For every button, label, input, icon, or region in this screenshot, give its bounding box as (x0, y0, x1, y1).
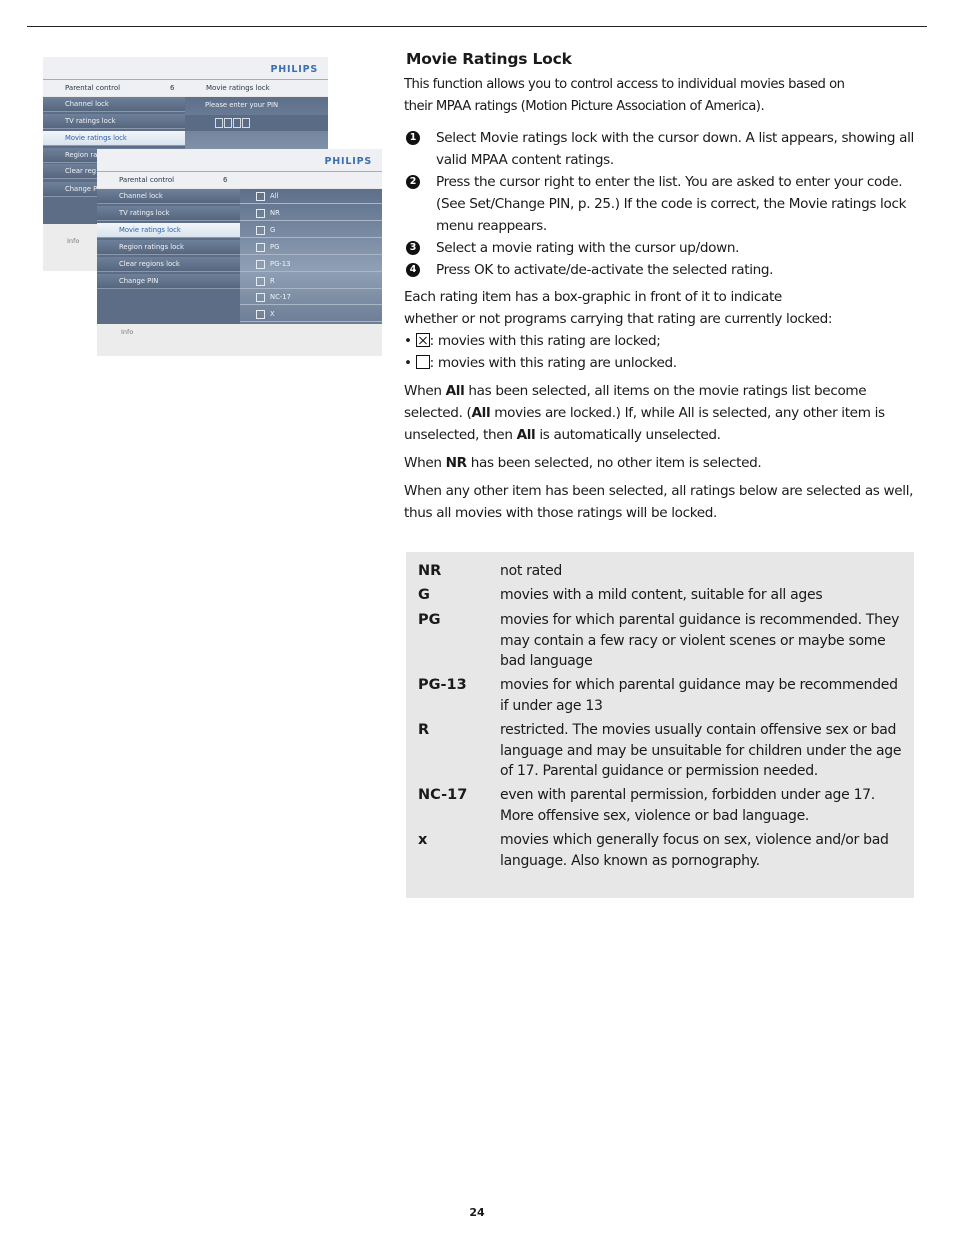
option-pg-13[interactable]: PG-13 (240, 257, 382, 272)
tv-breadcrumb: Parental control 6 (97, 172, 382, 188)
step-number-2-icon: 2 (406, 175, 420, 189)
nr-paragraph: When NR has been selected, no other item is selected. (404, 455, 762, 471)
philips-logo: PHILIPS (270, 64, 318, 75)
menu-item-clear-regions-lock[interactable]: Clear reg (43, 164, 185, 179)
step-number-4-icon: 4 (406, 263, 420, 277)
option-x[interactable]: X (240, 307, 382, 322)
intro-paragraph: This function allows you to control access to individual movies based on their MPAA ratings (Motion Picture Association of America). (404, 77, 845, 114)
menu-item-region-ratings-lock[interactable]: Region ratings lock (97, 240, 240, 255)
page-number: 24 (469, 1206, 485, 1219)
option-r[interactable]: R (240, 274, 382, 289)
menu-item-tv-ratings-lock[interactable]: TV ratings lock (43, 114, 185, 129)
tv-footer (97, 324, 382, 356)
steps-list (406, 127, 918, 281)
step-number-3-icon: 3 (406, 241, 420, 255)
unlocked-legend: • : movies with this rating are unlocked. (404, 355, 677, 371)
all-paragraph: When All has been selected, all items on the movie ratings list become selected. (All movies are locked.) If, while All is selected, any other item is unselected, then All is automatically unselected. (404, 383, 885, 443)
menu-item-clear-regions-lock[interactable]: Clear regions lock (97, 257, 240, 272)
section-title: Movie Ratings Lock (406, 50, 572, 68)
step-item: 3 Select a movie rating with the cursor up/down. (406, 237, 918, 259)
empty-box-icon (416, 355, 430, 369)
checkbox-icon (256, 192, 265, 201)
option-all[interactable]: All (240, 189, 382, 204)
step-item: 4 Press OK to activate/de-activate the selected rating. (406, 259, 918, 281)
pin-prompt: Please enter your PIN (205, 101, 279, 109)
menu-item-change-pin[interactable]: Change P (43, 182, 185, 197)
menu-item-movie-ratings-lock[interactable]: Movie ratings lock (97, 223, 240, 238)
tv-menu (97, 189, 240, 324)
step-number-1-icon: 1 (406, 131, 420, 145)
menu-item-channel-lock[interactable]: Channel lock (43, 97, 185, 112)
checkbox-icon (256, 209, 265, 218)
option-nr[interactable]: NR (240, 206, 382, 221)
philips-logo: PHILIPS (324, 156, 372, 167)
option-g[interactable]: G (240, 223, 382, 238)
checkbox-icon (256, 293, 265, 302)
pin-input[interactable] (185, 115, 328, 131)
box-graphic-paragraph: Each rating item has a box-graphic in front of it to indicate whether or not programs carrying that rating are currently locked: • : movies with this rating are locked; • : movies with this rating are unlocked. (404, 286, 916, 374)
locked-legend: • : movies with this rating are locked; (404, 333, 661, 349)
checkbox-icon (256, 226, 265, 235)
step-item: 2 Press the cursor right to enter the list. You are asked to enter your code. (See Set/Change PIN, p. 25.) If the code is correct, the Movie ratings lock menu reappears. (406, 171, 918, 237)
info-label: Info (67, 237, 80, 245)
option-nc-17[interactable]: NC-17 (240, 290, 382, 305)
step-item: 1 Select Movie ratings lock with the cursor down. A list appears, showing all valid MPAA content ratings. (406, 127, 918, 171)
ratings-table: NR not rated G movies with a mild content, suitable for all ages PG movies for which parental guidance is recommended. They may contain a few racy or violent scenes or maybe some bad language PG-13 movies for which parental guidance may be recommended if under age 13 R restricted. The movies usually contain offensive sex or bad language and may be unsuitable for children under the age of 17. Parental guidance or permission needed. NC-17 even with parental permission, forbidden under age 17. More offensive sex, violence or bad language. x movies which generally focus on sex, violence and/or bad language. Also known as pornography. (406, 552, 914, 898)
tv-header (43, 57, 328, 80)
menu-item-tv-ratings-lock[interactable]: TV ratings lock (97, 206, 240, 221)
checkbox-icon (256, 310, 265, 319)
option-pg[interactable]: PG (240, 240, 382, 255)
menu-item-region-ratings-lock[interactable]: Region ra (43, 148, 185, 163)
checkbox-icon (256, 277, 265, 286)
menu-item-channel-lock[interactable]: Channel lock (97, 189, 240, 204)
menu-item-change-pin[interactable]: Change PIN (97, 274, 240, 289)
checkbox-icon (256, 260, 265, 269)
checked-box-icon (416, 333, 430, 347)
tv-breadcrumb: Parental control 6 Movie ratings lock (43, 80, 328, 96)
top-rule (27, 26, 927, 27)
checkbox-icon (256, 243, 265, 252)
tv-header (97, 149, 382, 172)
menu-item-movie-ratings-lock[interactable]: Movie ratings lock (43, 131, 185, 146)
other-paragraph: When any other item has been selected, all ratings below are selected as well, thus all movies with those ratings will be locked. (404, 483, 914, 521)
tv-screen-ratings (97, 149, 382, 356)
info-label: Info (121, 328, 134, 336)
ratings-option-list (240, 189, 382, 324)
